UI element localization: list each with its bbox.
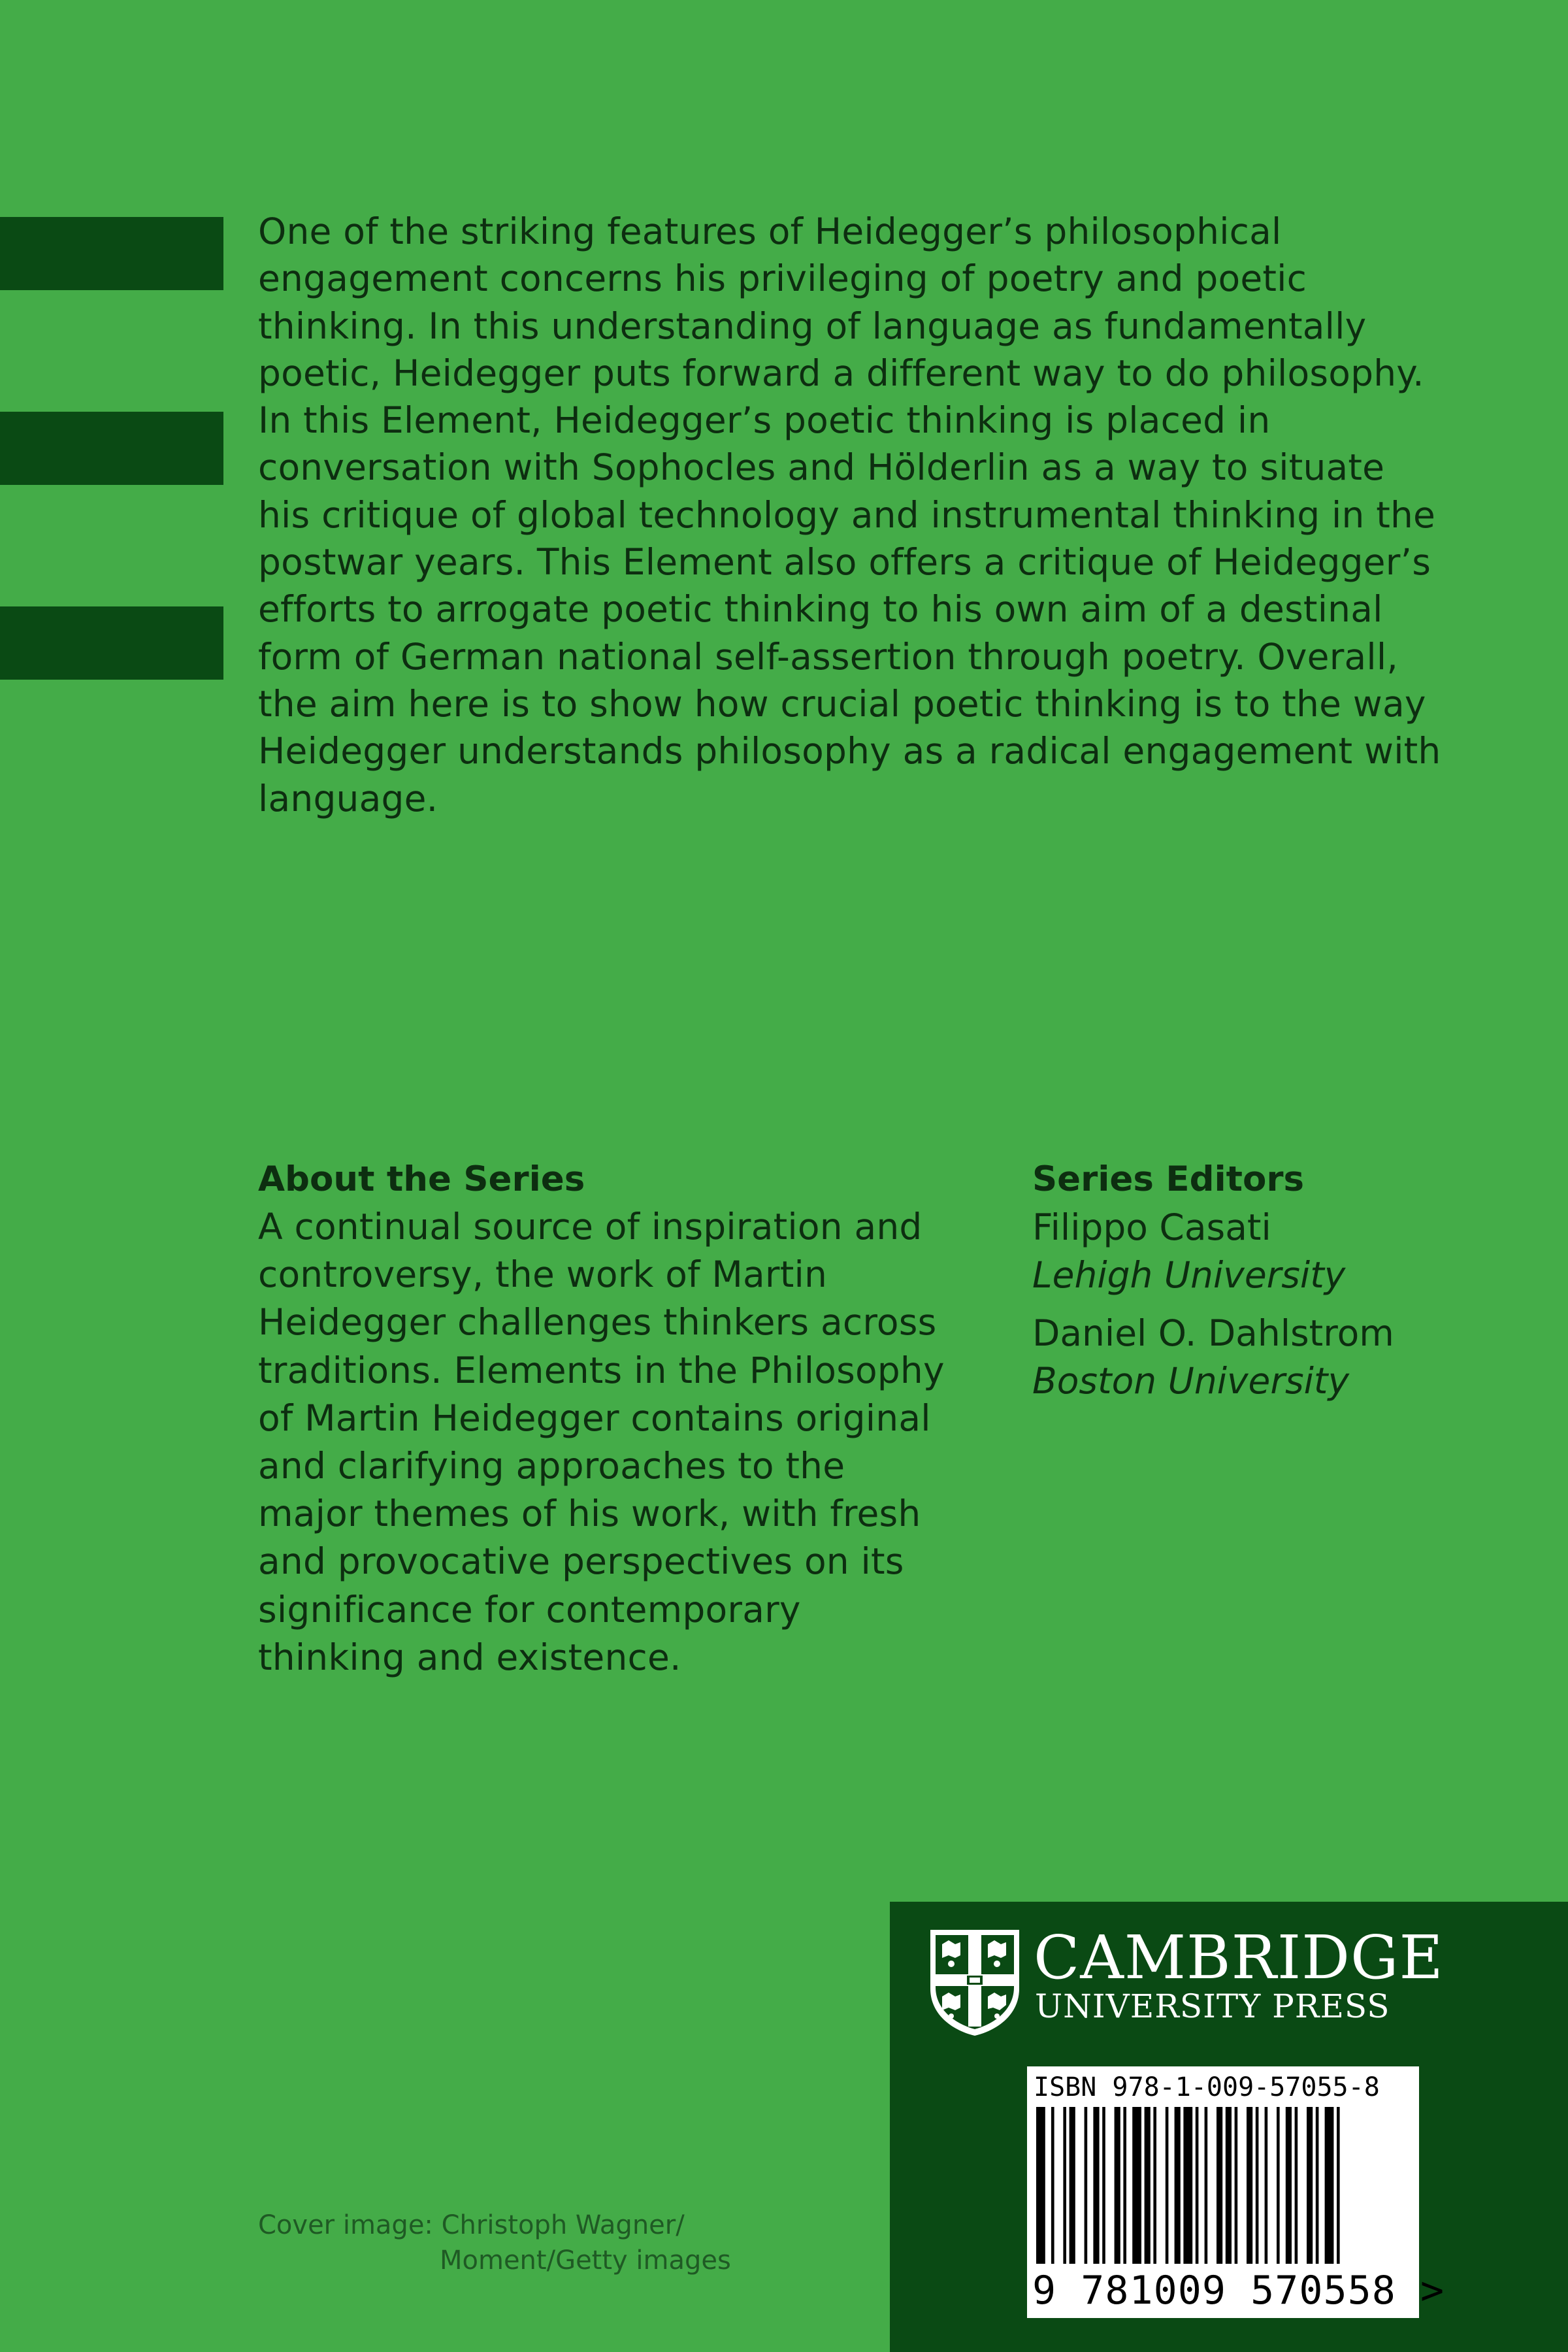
editor-entry <box>1032 1204 1345 1299</box>
barcode-bar <box>1325 2107 1334 2264</box>
isbn-label: ISBN 978-1-009-57055-8 <box>1034 2072 1380 2102</box>
barcode-bar <box>1183 2107 1192 2264</box>
barcode-bar <box>1123 2107 1126 2264</box>
barcode-bar <box>1070 2107 1075 2264</box>
editor-affiliation: Lehigh University <box>1032 1254 1346 1296</box>
decorative-stripe-middle <box>0 412 223 485</box>
barcode-digits: 9 781009 570558 > <box>1032 2268 1445 2313</box>
publisher-subname: UNIVERSITY PRESS <box>1035 1987 1390 2025</box>
editor-name: Filippo Casati <box>1032 1206 1271 1248</box>
barcode-bar <box>1036 2107 1045 2264</box>
decorative-stripe-top <box>0 217 223 290</box>
barcode-bar <box>1217 2107 1222 2264</box>
publisher-name: CAMBRIDGE <box>1034 1923 1444 1993</box>
barcode-bar <box>1115 2107 1120 2264</box>
barcode-bar <box>1093 2107 1099 2264</box>
editor-affiliation: Boston University <box>1032 1360 1350 1402</box>
barcode-bar <box>1196 2107 1199 2264</box>
barcode-bar <box>1265 2107 1268 2264</box>
decorative-stripe-bottom <box>0 606 223 680</box>
barcode-bar <box>1295 2107 1298 2264</box>
barcode-bar <box>1337 2107 1340 2264</box>
barcode-bars <box>1034 2107 1413 2264</box>
barcode-bar <box>1153 2107 1156 2264</box>
barcode <box>1027 2066 1445 2318</box>
publisher-panel <box>890 1902 1568 2352</box>
barcode-bar <box>1102 2107 1105 2264</box>
barcode-bar <box>1235 2107 1238 2264</box>
university-crest-icon <box>926 1926 1023 2038</box>
barcode-bar <box>1085 2107 1088 2264</box>
barcode-bar <box>1286 2107 1292 2264</box>
barcode-bar <box>1277 2107 1280 2264</box>
barcode-bar <box>1051 2107 1054 2264</box>
barcode-bar <box>1145 2107 1151 2264</box>
barcode-bar <box>1307 2107 1313 2264</box>
editor-name: Daniel O. Dahlstrom <box>1032 1312 1394 1354</box>
barcode-bar <box>1063 2107 1066 2264</box>
barcode-bar <box>1256 2107 1259 2264</box>
about-series-heading: About the Series <box>258 1159 585 1199</box>
barcode-bar <box>1247 2107 1252 2264</box>
series-editors-heading: Series Editors <box>1032 1159 1305 1199</box>
barcode-bar <box>1175 2107 1181 2264</box>
editor-entry <box>1032 1310 1394 1405</box>
barcode-bar <box>1226 2107 1232 2264</box>
barcode-bar <box>1166 2107 1169 2264</box>
book-blurb: One of the striking features of Heidegger’s philosophical engagement concerns his privileging of poetry and poetic thinking. In this understanding of language as fundamentally poetic, Heidegger puts forward a different way to do philosophy. In this Element, Heidegger’s poetic thinking is placed in conversation with Sophocles and Hölderlin as a way to situate his critique of global technology and instrumental thinking in the postwar years. This Element also offers a critique of Heidegger’s efforts to arrogate poetic thinking to his own aim of a destinal form of German national self-assertion through poetry. Overall, the aim here is to show how crucial poetic thinking is to the way Heidegger understands philosophy as a radical engagement with language. <box>258 210 1441 820</box>
credit-line-1: Cover image: Christoph Wagner/ <box>258 2210 685 2240</box>
cover-image-credit <box>258 2208 731 2278</box>
about-series-text: A continual source of inspiration and controversy, the work of Martin Heidegger challenges thinkers across traditions. Elements in the Philosophy of Martin Heidegger contains original and clarifying approaches to the major themes of his work, with fresh and provocative perspectives on its significance for contemporary thinking and existence. <box>258 1206 945 1678</box>
barcode-bar <box>1132 2107 1141 2264</box>
barcode-bar <box>1205 2107 1208 2264</box>
credit-line-2: Moment/Getty images <box>440 2245 731 2276</box>
barcode-bar <box>1316 2107 1319 2264</box>
